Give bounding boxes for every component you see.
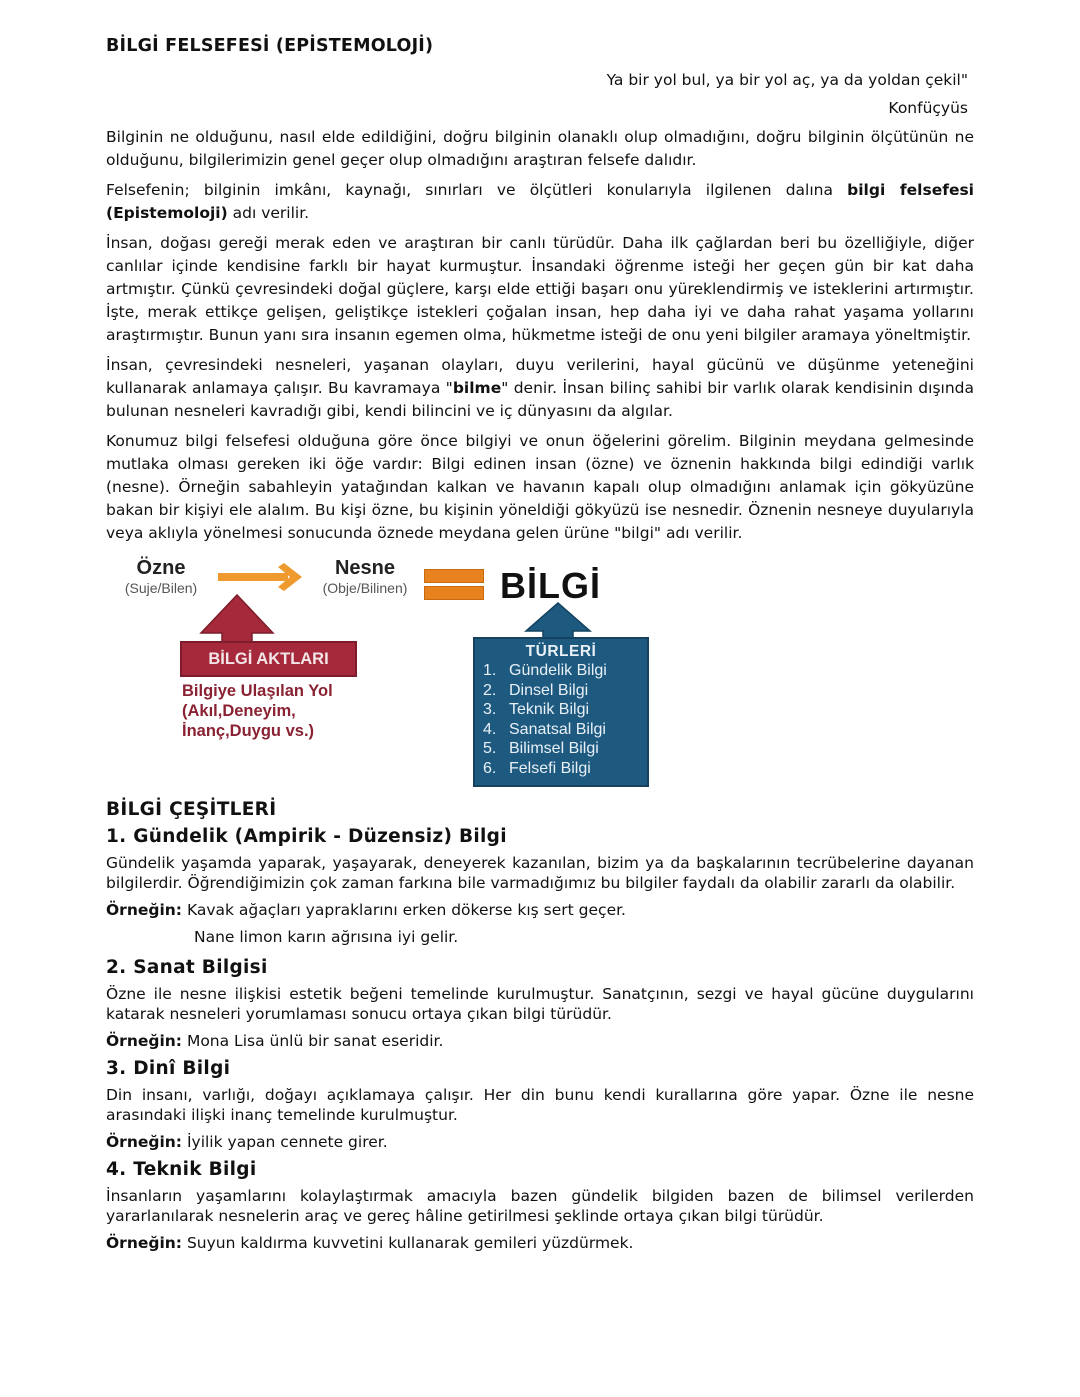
- acts-line: Bilgiye Ulaşılan Yol: [182, 682, 333, 700]
- konumuz-paragraph: Konumuz bilgi felsefesi olduğuna göre önce bilgiyi ve onun öğelerini görelim. Bilginin meydana gelmesinde mutlaka olması gereken iki öğe vardır: Bilgi edinen insan (özne) ve öznenin hakkında bilgi edindiği varlık (nesne). Örneğin sabahleyin yatağından kalkan ve havanın kapalı olup olmadığını anlamak için gökyüzüne bakan bir kişiyi ele alalım. Bu kişi özne, bu kişinin yöneldiği gökyüzü ise nesnedir. Öznenin nesneye duyularıyla veya aklıyla yönelmesi sonucunda öznede meydana gelen ürüne "bilgi" adı verilir.: [106, 432, 974, 542]
- insan-paragraph: İnsan, doğası gereği merak eden ve araştıran bir canlı türüdür. Daha ilk çağlardan beri bu özelliğiyle, diğer canlılar içinde kendisine farklı bir hayat kurmuştur. İnsandaki öğrenme isteği her geçen gün bir kat daha artmıştır. Çünkü çevresindeki doğal güçlere, karşı elde ettiği başarı onu yüreklendirmiş ve isteklerini artırmıştır. İşte, merak ettikçe gelişen, geliştikçe istekleri çoğalan insan, hep daha iyi ve daha rahat yaşama yollarını araştırmıştır. Bunun yanı sıra insanın egemen olma, hükmetme isteği de onu yeni bilgiler aramaya yöneltmiştir.: [106, 234, 974, 344]
- item-label: Sanatsal Bilgi: [509, 720, 606, 738]
- item-label: Felsefi Bilgi: [509, 759, 591, 777]
- quote-text: Ya bir yol bul, ya bir yol aç, ya da yoldan çekil": [606, 71, 968, 89]
- document-page: [106, 36, 974, 1260]
- types-list: [475, 661, 647, 778]
- type-gundelik: [106, 826, 974, 947]
- type-example: [106, 1132, 974, 1152]
- types-list-item: [483, 759, 647, 779]
- example-label: Örneğin:: [106, 1234, 183, 1252]
- type-teknik: [106, 1159, 974, 1253]
- example-label: Örneğin:: [106, 1133, 183, 1151]
- knowledge-acts-description: [182, 681, 333, 741]
- knowledge-diagram: [106, 555, 666, 791]
- item-number: 5.: [483, 740, 497, 757]
- type-description: Gündelik yaşamda yaparak, yaşayarak, deneyerek kazanılan, bizim ya da başkalarının tecrübelerine dayanan bilgilerdir. Öğrendiğimizin çok zaman farkına bile varmadığımız bu bilgiler faydalı da olabilir zararlı da olabilir.: [106, 854, 974, 892]
- example-text: Mona Lisa ünlü bir sanat eseridir.: [186, 1032, 444, 1050]
- types-list-item: [483, 720, 647, 740]
- knowledge-types-box: [473, 637, 649, 787]
- type-description: İnsanların yaşamlarını kolaylaştırmak amacıyla bazen gündelik bilgiden bazen de bilimsel verilerden yararlanılarak nesnelerin araç ve gereç hâline getirilmesi şeklinde ortaya çıkan bilgi türüdür.: [106, 1187, 974, 1225]
- item-number: 6.: [483, 759, 497, 777]
- item-number: 2.: [483, 681, 497, 699]
- item-label: Teknik Bilgi: [509, 701, 590, 718]
- acts-line: (Akıl,Deneyim,: [182, 702, 296, 720]
- type-dini: [106, 1058, 974, 1152]
- quote-author: Konfüçyüs: [888, 99, 968, 117]
- bilme-text: İnsan, çevresindeki nesneleri, yaşanan olayları, duyu verilerini, hayal gücünü ve düşünme yeteneğini kullanarak anlamaya çalışır. Bu kavramaya ": [106, 356, 974, 397]
- type-heading: 4. Teknik Bilgi: [106, 1159, 257, 1180]
- bilme-paragraph: [106, 354, 974, 423]
- object-label: [306, 557, 424, 596]
- type-heading: 3. Dinî Bilgi: [106, 1058, 231, 1079]
- types-list-item: [483, 661, 647, 681]
- equals-bar-top: [424, 569, 484, 583]
- bilme-text-end: " denir. İnsan bilinç sahibi bir varlık olarak kendisinin dışında bulunan nesneleri kavradığı gibi, kendi bilincini ve iç dünyasını da algılar.: [106, 379, 974, 420]
- types-section-heading: BİLGİ ÇEŞİTLERİ: [106, 799, 277, 820]
- item-label: Gündelik Bilgi: [509, 662, 607, 679]
- example-label: Örneğin:: [106, 1032, 183, 1050]
- type-example: [106, 1233, 974, 1253]
- acts-line: İnanç,Duygu vs.): [182, 722, 315, 740]
- type-example: [106, 900, 974, 920]
- definition-text-end: adı verilir.: [227, 204, 310, 222]
- object-title: Nesne: [334, 557, 396, 579]
- subject-subtitle: (Suje/Bilen): [124, 580, 198, 596]
- type-description: Özne ile nesne ilişkisi estetik beğeni temelinde kurulmuştur. Sanatçının, sezgi ve hayal gücüne duygularını katarak nesneleri yorumlaması sonucu ortaya çıkan bilgi türüdür.: [106, 985, 974, 1023]
- item-label: Bilimsel Bilgi: [509, 740, 599, 757]
- document-title: BİLGİ FELSEFESİ (EPİSTEMOLOJİ): [106, 36, 434, 56]
- type-heading: 1. Gündelik (Ampirik - Düzensiz) Bilgi: [106, 826, 507, 847]
- type-sanat: [106, 957, 974, 1051]
- subject-title: Özne: [136, 557, 186, 579]
- definition-paragraph: [106, 179, 974, 225]
- type-example-2: Nane limon karın ağrısına iyi gelir.: [194, 928, 459, 946]
- definition-term: bilgi felsefesi (Epistemoloji): [106, 181, 974, 222]
- example-text: Kavak ağaçları yapraklarını erken dökerse kış sert geçer.: [186, 901, 626, 919]
- type-heading: 2. Sanat Bilgisi: [106, 957, 268, 978]
- example-text: Suyun kaldırma kuvvetini kullanarak gemileri yüzdürmek.: [186, 1234, 634, 1252]
- example-label: Örneğin:: [106, 901, 183, 919]
- bilme-term: bilme: [452, 379, 502, 397]
- definition-text: Felsefenin; bilginin imkânı, kaynağı, sınırları ve ölçütleri konularıyla ilgilenen dalına: [106, 181, 848, 199]
- item-number: 4.: [483, 720, 497, 738]
- item-number: 1.: [483, 662, 497, 679]
- knowledge-acts-box: BİLGİ AKTLARI: [180, 641, 357, 677]
- types-list-item: [483, 739, 647, 759]
- item-label: Dinsel Bilgi: [509, 681, 589, 699]
- result-bilgi: BİLGİ: [500, 565, 601, 606]
- example-text: İyilik yapan cennete girer.: [186, 1133, 388, 1151]
- equals-bar-bottom: [424, 586, 484, 600]
- type-example: [106, 1031, 974, 1051]
- types-list-item: [483, 681, 647, 701]
- object-subtitle: (Obje/Bilinen): [322, 580, 408, 596]
- item-number: 3.: [483, 701, 497, 718]
- type-description: Din insanı, varlığı, doğayı açıklamaya çalışır. Her din bunu kendi kurallarına göre yapar. Özne ile nesne arasındaki ilişki inanç temelinde kurulmuştur.: [106, 1086, 974, 1124]
- types-title: TÜRLERİ: [525, 643, 597, 660]
- types-list-item: [483, 700, 647, 720]
- intro-paragraph: Bilginin ne olduğunu, nasıl elde edildiğini, doğru bilginin olanaklı olup olmadığını, doğru bilginin ölçütünün ne olduğunu, bilgilerimizin genel geçer olup olmadığını araştıran felsefe dalıdır.: [106, 128, 974, 169]
